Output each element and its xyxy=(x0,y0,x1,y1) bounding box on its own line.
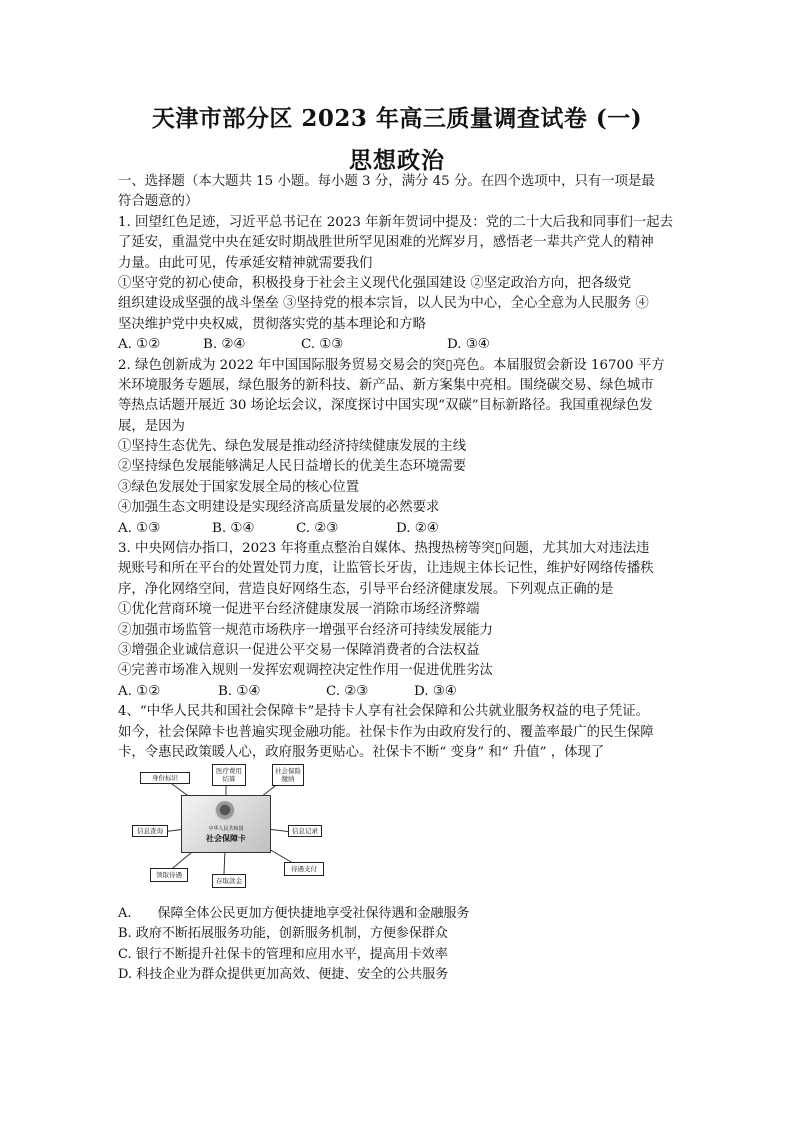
social-security-card-diagram xyxy=(126,762,330,890)
q1-stem: 了延安，重温党中央在延安时期战胜世所罕见困难的光辉岁月，感悟老一辈共产党人的精神 xyxy=(118,235,654,251)
diagram-label-insurance: 社会保险缴纳 xyxy=(272,764,304,786)
q2-stem: 米环境服务专题展，绿色服务的新科技、新产品、新方案集中亮相。围绕碳交易、绿色城市 xyxy=(118,377,654,393)
card-issuer-text: 中华人民共和国 xyxy=(208,826,244,832)
subject-title: 思想政治 xyxy=(349,147,445,174)
q1-item: ①坚守党的初心使命，积极投身于社会主义现代化强国建设 ②坚定政治方向，把各级党 xyxy=(118,275,632,291)
q2-stem: 展，是因为 xyxy=(118,418,185,434)
q3-item: ④完善市场准入规则一发挥宏观调控决定性作用一促进优胜劣汰 xyxy=(118,663,493,679)
q1-option-b[interactable]: B. ②④ xyxy=(203,337,246,353)
q3-stem: 序，净化网络空间，营造良好网络生态，引导平台经济健康发展。下列观点正确的是 xyxy=(118,581,614,597)
diagram-label-medical: 医疗费用结算 xyxy=(212,764,246,786)
q2-item: ④加强生态文明建设是实现经济高质量发展的必然要求 xyxy=(118,500,440,516)
section-instruction: 一、选择题（本大题共 15 小题。每小题 3 分，满分 45 分。在四个选项中，只有一项是最 xyxy=(118,174,655,189)
q3-item: ①优化营商环境一促进平台经济健康发展一消除市场经济弊端 xyxy=(118,602,480,618)
section-instruction: 符合题意的） xyxy=(118,194,199,210)
q4-stem: 卡，令惠民政策暖人心，政府服务更贴心。社保卡不断“ 变身” 和“ 升值” ，体现了 xyxy=(118,744,605,760)
q4-options xyxy=(118,904,678,986)
question-body xyxy=(118,172,678,763)
q1-option-d[interactable]: D. ③④ xyxy=(447,337,490,353)
diagram-label-payment: 待遇支付 xyxy=(284,862,324,876)
q3-stem: 3. 中央网信办指口，2023 年将重点整治自媒体、热搜热榜等突▯问题，尤其加大对违法违 xyxy=(118,541,650,557)
q2-option-c[interactable]: C. ②③ xyxy=(296,520,339,536)
q2-stem: 2. 绿色创新成为 2022 年中国国际服务贸易交易会的突▯亮色。本届服贸会新设 16700 平方 xyxy=(118,357,665,373)
q1-option-a[interactable]: A. ①② xyxy=(118,337,161,353)
diagram-label-deposit: 存取款金 xyxy=(212,874,246,888)
q2-item: ③绿色发展处于国家发展全局的核心位置 xyxy=(118,479,360,495)
q4-option-a[interactable]: A. 保障全体公民更加方便快捷地享受社保待遇和金融服务 xyxy=(118,906,470,921)
q2-item: ①坚持生态优先、绿色发展是推动经济持续健康发展的主线 xyxy=(118,439,467,455)
exam-title: 天津市部分区 2023 年高三质量调查试卷 (一) xyxy=(151,105,643,132)
q1-stem: 力量。由此可见，传承延安精神就需要我们 xyxy=(118,255,373,271)
q3-options xyxy=(118,682,678,702)
q2-item: ②坚持绿色发展能够满足人民日益增长的优美生态环境需要 xyxy=(118,459,467,475)
q4-option-b[interactable]: B. 政府不断拓展服务功能，创新服务机制，方便参保群众 xyxy=(118,926,448,942)
diagram-label-benefit: 领取待遇 xyxy=(150,868,188,882)
q3-item: ②加强市场监管一规范市场秩序一增强平台经济可持续发展能力 xyxy=(118,622,493,638)
q1-item: 组织建设成坚强的战斗堡垒 ③坚持党的根本宗旨，以人民为中心，全心全意为人民服务 ④ xyxy=(118,296,649,312)
q3-option-c[interactable]: C. ②③ xyxy=(326,683,369,699)
social-security-card xyxy=(181,795,271,853)
q2-options xyxy=(118,519,678,539)
q1-item: 坚决维护党中央权威，贯彻落实党的基本理论和方略 xyxy=(118,316,426,332)
diagram-label-identity: 身份标识 xyxy=(140,772,190,784)
national-emblem-icon xyxy=(215,801,235,821)
q3-option-d[interactable]: D. ③④ xyxy=(414,683,457,699)
q1-options xyxy=(118,335,678,355)
q1-option-c[interactable]: C. ①③ xyxy=(301,337,344,353)
q2-option-d[interactable]: D. ②④ xyxy=(396,520,439,536)
q4-stem: 4、“中华人民共和国社会保障卡”是持卡人享有社会保障和公共就业服务权益的电子凭证。 xyxy=(118,704,650,720)
q3-option-a[interactable]: A. ①② xyxy=(118,683,161,699)
q4-stem: 如今，社会保障卡也普遍实现金融功能。社保卡作为由政府发行的、覆盖率最广的民生保障 xyxy=(118,724,654,740)
q3-option-b[interactable]: B. ①④ xyxy=(218,683,261,699)
q4-option-c[interactable]: C. 银行不断提升社保卡的管理和应用水平，提高用卡效率 xyxy=(118,946,448,962)
q2-stem: 等热点话题开展近 30 场论坛会议，深度探讨中国实现“双碳”目标新路径。我国重视绿色发 xyxy=(118,398,653,414)
q4-option-d[interactable]: D. 科技企业为群众提供更加高效、便捷、安全的公共服务 xyxy=(118,967,449,983)
diagram-label-info-query: 信息查询 xyxy=(132,825,168,837)
card-title-text: 社会保障卡 xyxy=(206,834,246,843)
q3-item: ③增强企业诚信意识一促进公平交易一保障消费者的合法权益 xyxy=(118,642,480,658)
q3-stem: 规账号和所在平台的处置处罚力度，让监管长牙齿，让违规主体长记性，维护好网络传播秩 xyxy=(118,561,654,577)
q2-option-b[interactable]: B. ①④ xyxy=(212,520,255,536)
q2-option-a[interactable]: A. ①③ xyxy=(118,520,161,536)
diagram-label-info-record: 信息记录 xyxy=(288,825,322,837)
q1-stem: 1. 回望红色足迹，习近平总书记在 2023 年新年贺词中提及：党的二十大后我和同事们一起去 xyxy=(118,214,674,230)
